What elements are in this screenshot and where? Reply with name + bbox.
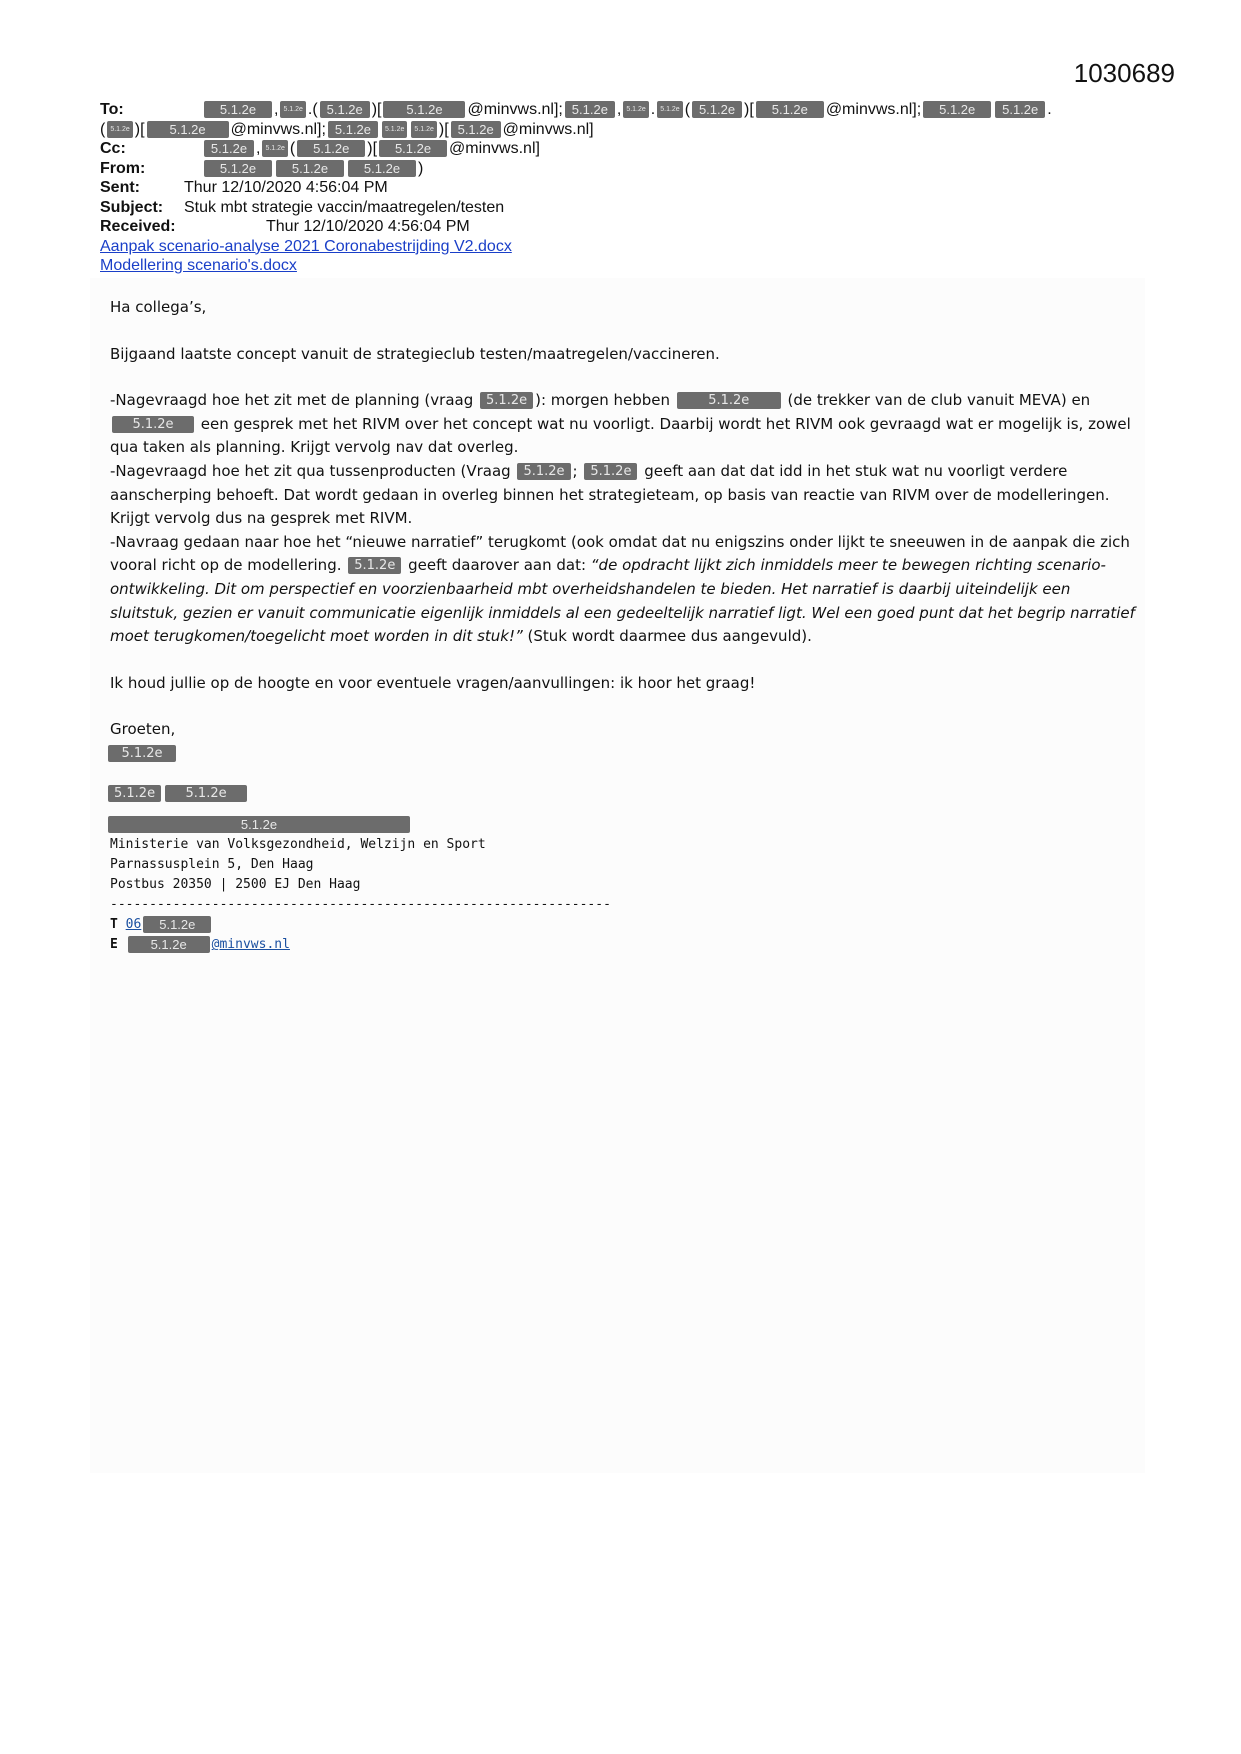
redaction: 5.1.2e [692,101,742,118]
closing: Groeten, [110,720,176,739]
redaction: 5.1.2e [584,463,637,480]
redaction: 5.1.2e [383,101,465,118]
separator: )[ [134,120,145,138]
redaction: 5.1.2e [348,557,401,574]
redaction: 5.1.2e [756,101,824,118]
separator: . [650,101,656,118]
paragraph-tussenproducten: -Nagevraagd hoe het zit qua tussenproducten (Vraag 5.1.2e ; 5.1.2e geeft aan dat dat idd in het stuk wat nu voorligt verdere aanscherping behoeft. Dat wordt gedaan in overleg binnen het strategieteam, op basis van reactie van RIVM over de modelleringen. Krijgt vervolg dus na gesprek met RIVM. [110,461,1110,528]
paragraph-intro: Bijgaand laatste concept vanuit de strategieclub testen/maatregelen/vaccineren. [110,344,720,363]
redaction: 5.1.2e [379,140,447,157]
separator: )[ [744,101,754,118]
signature-postbus: Postbus 20350 | 2500 EJ Den Haag [110,877,361,893]
message-body [110,296,1140,955]
received-row [100,217,1100,237]
to-row-continued [100,120,1100,140]
separator: ) [418,159,424,177]
paragraph-narratief: -Navraag gedaan naar hoe het “nieuwe narratief” terugkomt (ook omdat dat nu enigszins onder lijkt te sneeuwen in de aanpak die zich vooral richt op de modellering. 5.1.2e geeft daarover aan dat: “de opdracht lijkt zich inmiddels meer te bewegen richting scenario-ontwikkeling. Dit om perspectief en voorzienbaarheid mbt overheidshandelen te bieden. Het narratief is daarbij uiteindelijk een sluitstuk, gezien er vanuit communicatie eigenlijk inmiddels al een gedeeltelijk narratief ligt. Wel een goed punt dat het begrip narratief moet terugkomen/toegelicht moet worden in dit stuk!” (Stuk wordt daarmee dus aangevuld). [110,532,1135,646]
redaction: 5.1.2e [108,816,410,833]
redaction: 5.1.2e [112,416,194,433]
quote: “de opdracht lijkt zich inmiddels meer te bewegen richting scenario-ontwikkeling. Dit om perspectief en voorzienbaarheid mbt overheidshandelen te bieden. Het narratief is daarbij uiteindelijk een sluitstuk, gezien er vanuit communicatie eigenlijk inmiddels al een gedeeltelijk narratief ligt. Wel een goed punt dat het begrip narratief moet terugkomen/toegelicht moet worden in dit stuk!” [110,556,1135,646]
redaction: 5.1.2e [297,140,365,157]
redaction: 5.1.2e [204,160,272,177]
separator: , [274,101,279,118]
redaction: 5.1.2e [623,101,648,118]
attachment-list [100,237,1100,276]
redaction: 5.1.2e [657,101,682,118]
signature-address: Parnassusplein 5, Den Haag [110,857,314,873]
redaction: 5.1.2e [108,745,176,762]
signature [110,815,1140,955]
email-domain: @minvws.nl] [502,120,594,138]
redaction: 5.1.2e [108,785,161,802]
from-row [100,159,1100,179]
email-header [100,100,1100,276]
separator: , [256,140,261,157]
received-label: Received: [100,218,176,235]
sent-value: Thur 12/10/2020 4:56:04 PM [184,179,388,196]
signature-ministry: Ministerie van Volksgezondheid, Welzijn en Sport [110,837,486,853]
redaction: 5.1.2e [107,121,132,138]
phone-link[interactable]: 06 [125,917,142,933]
email-domain: @minvws.nl] [449,140,540,157]
redaction: 5.1.2e [923,101,991,118]
email-domain: @minvws.nl]; [230,120,326,138]
to-label: To: [100,101,124,118]
subject-value: Stuk mbt strategie vaccin/maatregelen/testen [184,198,505,216]
redaction: 5.1.2e [411,121,436,138]
from-label: From: [100,159,146,177]
email-domain: @minvws.nl]; [467,101,563,118]
redaction: 5.1.2e [128,936,210,953]
document-number: 1030689 [1073,58,1175,88]
paragraph-planning: -Nagevraagd hoe het zit met de planning (vraag 5.1.2e ): morgen hebben 5.1.2e (de trekker van de club vanuit MEVA) en 5.1.2e een gesprek met het RIVM over het concept wat nu voorligt. Daarbij wordt het RIVM ook gevraagd wat er mogelijk is, zowel qua taken als planning. Krijgt vervolg nav dat overleg. [110,391,1131,457]
separator: . [307,101,313,118]
redaction: 5.1.2e [565,101,615,118]
redaction: 5.1.2e [204,101,272,118]
cc-label: Cc: [100,140,126,157]
separator: ( [684,101,691,118]
redaction: 5.1.2e [451,121,501,138]
subject-row [100,198,1100,218]
redaction: 5.1.2e [204,140,254,157]
cc-row [100,139,1100,159]
greeting: Ha collega’s, [110,298,207,316]
redaction: 5.1.2e [480,392,533,409]
redaction: 5.1.2e [320,101,370,118]
redaction: 5.1.2e [165,785,247,802]
redaction: 5.1.2e [348,160,416,177]
signature-email: E 5.1.2e @minvws.nl [110,937,290,953]
separator: ( [289,140,296,157]
signature-separator: ---------------------------------------------------------------- [110,897,611,913]
redaction: 5.1.2e [147,121,229,138]
email-link[interactable]: @minvws.nl [211,937,290,953]
redaction: 5.1.2e [276,160,344,177]
sent-row [100,178,1100,198]
to-row [100,100,1100,120]
redaction: 5.1.2e [262,140,287,157]
attachment-link[interactable]: Aanpak scenario-analyse 2021 Coronabestrijding V2.docx [100,237,512,255]
sent-label: Sent: [100,179,140,196]
redaction: 5.1.2e [143,916,211,933]
redaction: 5.1.2e [995,101,1045,118]
separator: )[ [438,120,449,138]
signature-phone: T 06 5.1.2e [110,915,1140,935]
separator: )[ [371,101,382,118]
redaction: 5.1.2e [677,392,781,409]
separator: ( [312,101,318,118]
separator: . [1047,101,1052,118]
separator: ( [100,120,106,138]
subject-label: Subject: [100,198,164,216]
redaction: 5.1.2e [382,121,407,138]
separator: , [616,101,622,118]
separator: )[ [367,140,378,157]
paragraph-closing: Ik houd jullie op de hoogte en voor eventuele vragen/aanvullingen: ik hoor het graag! [110,673,756,692]
email-domain: @minvws.nl]; [825,101,922,118]
attachment-link[interactable]: Modellering scenario's.docx [100,257,297,274]
redaction: 5.1.2e [280,101,305,118]
received-value: Thur 12/10/2020 4:56:04 PM [266,218,470,235]
redaction: 5.1.2e [517,463,570,480]
redaction: 5.1.2e [328,121,378,138]
